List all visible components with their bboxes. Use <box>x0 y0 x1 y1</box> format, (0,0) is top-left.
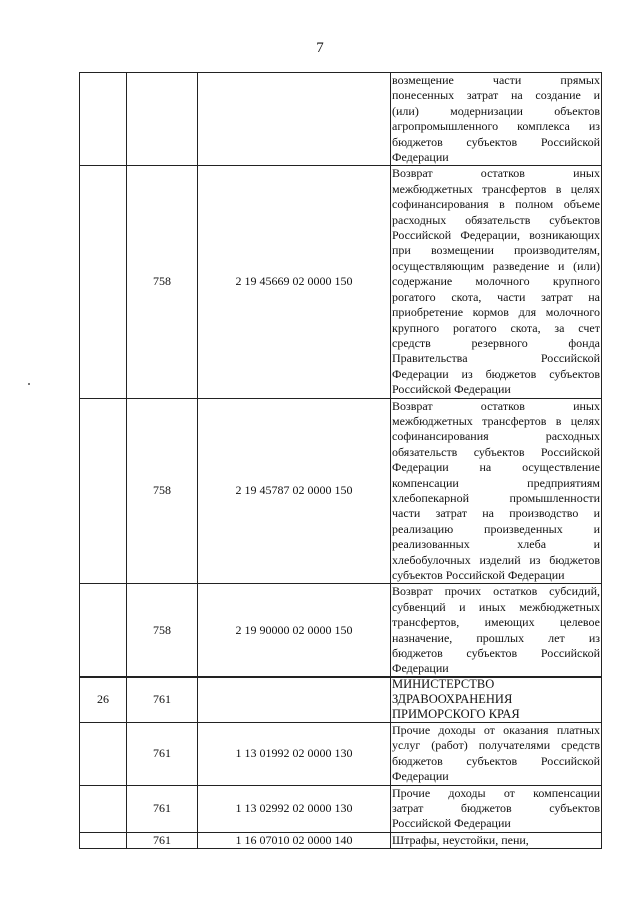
budget-table-body <box>80 73 602 678</box>
revenue-description <box>391 832 602 848</box>
description-line: затрат бюджетов субъектов <box>392 801 600 816</box>
row-number <box>80 584 127 677</box>
description-line: хлебопекарной промышленности <box>392 490 600 505</box>
revenue-description <box>391 785 602 832</box>
description-line: Прочие доходы от оказания платных <box>392 723 600 737</box>
description-line: бюджетов субъектов Российской <box>392 134 600 149</box>
description-line: Федерации <box>392 769 449 784</box>
description-line: Правительства Российской <box>392 351 600 366</box>
table-row <box>80 832 602 848</box>
description-line: Федерации из бюджетов субъектов <box>392 366 600 381</box>
description-line: агропромышленного комплекса из <box>392 119 600 134</box>
page-number: 7 <box>316 40 324 56</box>
description-line: софинансирования в полном объеме <box>392 197 600 212</box>
table-row <box>80 785 602 832</box>
description-line: Федерации <box>392 150 449 165</box>
row-number <box>80 73 127 166</box>
description-line: Штрафы, неустойки, пени, <box>392 832 529 847</box>
revenue-description <box>391 166 602 398</box>
description-line: средств резервного фонда <box>392 335 600 350</box>
budget-table-continued <box>79 72 602 678</box>
revenue-code <box>198 73 391 166</box>
description-line: МИНИСТЕРСТВО <box>392 677 495 691</box>
description-line: компенсации предприятиям <box>392 475 600 490</box>
budget-table-ministry-health <box>79 676 602 849</box>
revenue-description <box>391 73 602 166</box>
description-line: Возврат прочих остатков субсидий, <box>392 584 600 599</box>
table-row <box>80 398 602 584</box>
revenue-description <box>391 398 602 584</box>
description-line: содержание молочного крупного <box>392 274 600 289</box>
description-line: Российской Федерации <box>392 382 511 397</box>
row-number <box>80 723 127 786</box>
description-line: ЗДРАВООХРАНЕНИЯ <box>392 692 513 706</box>
row-number <box>80 166 127 398</box>
table-row <box>80 166 602 398</box>
admin-code: 758 <box>127 398 198 584</box>
description-line: Российской Федерации, возникающих <box>392 228 600 243</box>
description-line: Федерации <box>392 661 449 676</box>
description-line: Прочие доходы от компенсации <box>392 785 600 800</box>
revenue-code: 1 16 07010 02 0000 140 <box>198 832 391 848</box>
description-line: хлебобулочных изделий из бюджетов <box>392 552 600 567</box>
description-line: обязательств субъектов Российской <box>392 444 600 459</box>
table-row <box>80 584 602 677</box>
row-number: 26 <box>80 677 127 723</box>
description-line: при возмещении производителям, <box>392 243 600 258</box>
description-line: Возврат остатков иных <box>392 398 600 413</box>
table-row <box>80 723 602 786</box>
description-line: межбюджетных трансфертов в целях <box>392 181 600 196</box>
description-line: понесенных затрат на создание и <box>392 88 600 103</box>
revenue-description <box>391 723 602 786</box>
admin-code: 761 <box>127 832 198 848</box>
revenue-code: 1 13 01992 02 0000 130 <box>198 723 391 786</box>
admin-code: 761 <box>127 723 198 786</box>
description-line: Федерации на осуществление <box>392 460 600 475</box>
description-line: трансфертов, имеющих целевое <box>392 615 600 630</box>
admin-code: 761 <box>127 677 198 723</box>
description-line: межбюджетных трансфертов в целях <box>392 413 600 428</box>
description-line: части затрат на производство и <box>392 506 600 521</box>
row-number <box>80 785 127 832</box>
department-header-row <box>80 677 602 723</box>
row-number <box>80 832 127 848</box>
row-number <box>80 398 127 584</box>
revenue-code: 1 13 02992 02 0000 130 <box>198 785 391 832</box>
description-line: крупного рогатого скота, за счет <box>392 320 600 335</box>
description-line: софинансирования расходных <box>392 429 600 444</box>
description-line: реализацию произведенных и <box>392 521 600 536</box>
description-line: приобретение кормов для молочного <box>392 305 600 320</box>
description-line: услуг (работ) получателями средств <box>392 738 600 753</box>
ministry-table-body <box>80 677 602 849</box>
description-line: бюджетов субъектов Российской <box>392 753 600 768</box>
description-line: расходных обязательств субъектов <box>392 212 600 227</box>
admin-code <box>127 73 198 166</box>
revenue-code <box>198 677 391 723</box>
revenue-description <box>391 677 602 723</box>
description-line: (или) модернизации объектов <box>392 103 600 118</box>
admin-code: 761 <box>127 785 198 832</box>
admin-code: 758 <box>127 584 198 677</box>
revenue-code: 2 19 90000 02 0000 150 <box>198 584 391 677</box>
admin-code: 758 <box>127 166 198 398</box>
description-line: реализованных хлеба и <box>392 537 600 552</box>
description-line: возмещение части прямых <box>392 73 600 87</box>
description-line: Возврат остатков иных <box>392 166 600 181</box>
description-line: бюджетов субъектов Российской <box>392 646 600 661</box>
description-line: субъектов Российской Федерации <box>392 568 565 582</box>
revenue-code: 2 19 45669 02 0000 150 <box>198 166 391 398</box>
revenue-code: 2 19 45787 02 0000 150 <box>198 398 391 584</box>
table-row <box>80 73 602 166</box>
description-line: осуществляющим разведение и (или) <box>392 258 600 273</box>
description-line: рогатого скота, части затрат на <box>392 289 600 304</box>
scan-speck <box>28 383 30 385</box>
description-line: субвенций и иных межбюджетных <box>392 599 600 614</box>
revenue-description <box>391 584 602 677</box>
description-line: назначение, прошлых лет из <box>392 630 600 645</box>
description-line: Российской Федерации <box>392 816 511 831</box>
description-line: ПРИМОРСКОГО КРАЯ <box>392 707 520 721</box>
